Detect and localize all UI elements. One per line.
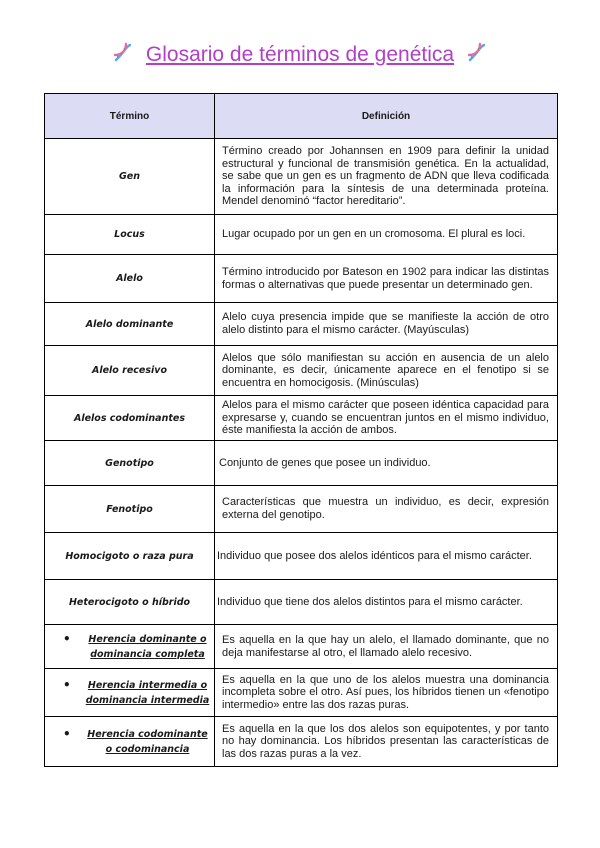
table-row [45,255,558,303]
table-row [45,215,558,255]
dna-icon [466,42,488,64]
definition-cell: Es aquella en la que hay un alelo, el llamado dominante, que no deja manifestarse al otro, el llamado alelo recesivo. [215,625,558,669]
definition-cell: Características que muestra un individuo, es decir, expresión externa del genotipo. [215,486,558,533]
glossary-table [44,93,558,767]
term-cell: Genotipo [45,441,215,486]
definition-cell: Alelos que sólo manifiestan su acción en ausencia de un alelo dominante, es decir, únicamente aparece en el fenotipo si se encuentra en homocigosis. (Minúsculas) [215,346,558,396]
table-row [45,717,558,767]
table-row [45,303,558,346]
term-cell: Alelo recesivo [45,346,215,396]
term-cell: Alelo [45,255,215,303]
title-text: Glosario de términos de genética [145,43,455,66]
term-cell [45,669,215,717]
table-header-row [45,94,558,139]
table-row [45,625,558,669]
bullet: • [63,726,71,741]
term-cell: Heterocigoto o híbrido [45,580,215,625]
table-row [45,396,558,441]
term-text: Herencia intermedia o dominancia intermedia [85,679,210,706]
definition-cell: Individuo que tiene dos alelos distintos para el mismo carácter. [215,580,558,625]
page-title [0,42,600,67]
bullet: • [63,631,71,646]
table-row [45,669,558,717]
header-definition: Definición [215,94,558,139]
bullet: • [63,677,71,692]
term-cell: Gen [45,139,215,215]
table-row [45,533,558,580]
table-row [45,139,558,215]
term-cell [45,717,215,767]
term-cell: Homocigoto o raza pura [45,533,215,580]
term-cell: Alelo dominante [45,303,215,346]
table-row [45,441,558,486]
definition-cell: Es aquella en la que uno de los alelos muestra una dominancia incompleta sobre el otro. Así pues, los híbridos tienen un «fenotipo intermedio» entre las dos razas puras. [215,669,558,717]
definition-cell: Individuo que posee dos alelos idénticos para el mismo carácter. [215,533,558,580]
term-cell: Locus [45,215,215,255]
dna-icon [112,42,134,64]
definition-cell: Alelo cuya presencia impide que se manifieste la acción de otro alelo distinto para el mismo carácter. (Mayúsculas) [215,303,558,346]
definition-cell: Término introducido por Bateson en 1902 para indicar las distintas formas o alternativas que puede presentar un determinado gen. [215,255,558,303]
definition-cell: Lugar ocupado por un gen en un cromosoma. El plural es loci. [215,215,558,255]
definition-cell: Alelos para el mismo carácter que poseen idéntica capacidad para expresarse y, cuando se encuentran juntos en el mismo individuo, éste manifiesta la acción de ambos. [215,396,558,441]
definition-cell: Término creado por Johannsen en 1909 para definir la unidad estructural y funcional de transmisión genética. En la actualidad, se sabe que un gen es un fragmento de ADN que lleva codificada la información para la síntesis de una determinada proteína. Mendel denominó “factor hereditario”. [215,139,558,215]
term-cell: Alelos codominantes [45,396,215,441]
term-text: Herencia dominante o dominancia completa [88,633,207,660]
header-term: Término [45,94,215,139]
term-cell: Fenotipo [45,486,215,533]
table-row [45,346,558,396]
table-row [45,580,558,625]
definition-cell: Conjunto de genes que posee un individuo. [215,441,558,486]
term-text: Herencia codominante o codominancia [87,728,208,755]
definition-cell: Es aquella en la que los dos alelos son equipotentes, y por tanto no hay dominancia. Los híbridos presentan las características de las dos razas puras a la vez. [215,717,558,767]
term-cell [45,625,215,669]
table-row [45,486,558,533]
